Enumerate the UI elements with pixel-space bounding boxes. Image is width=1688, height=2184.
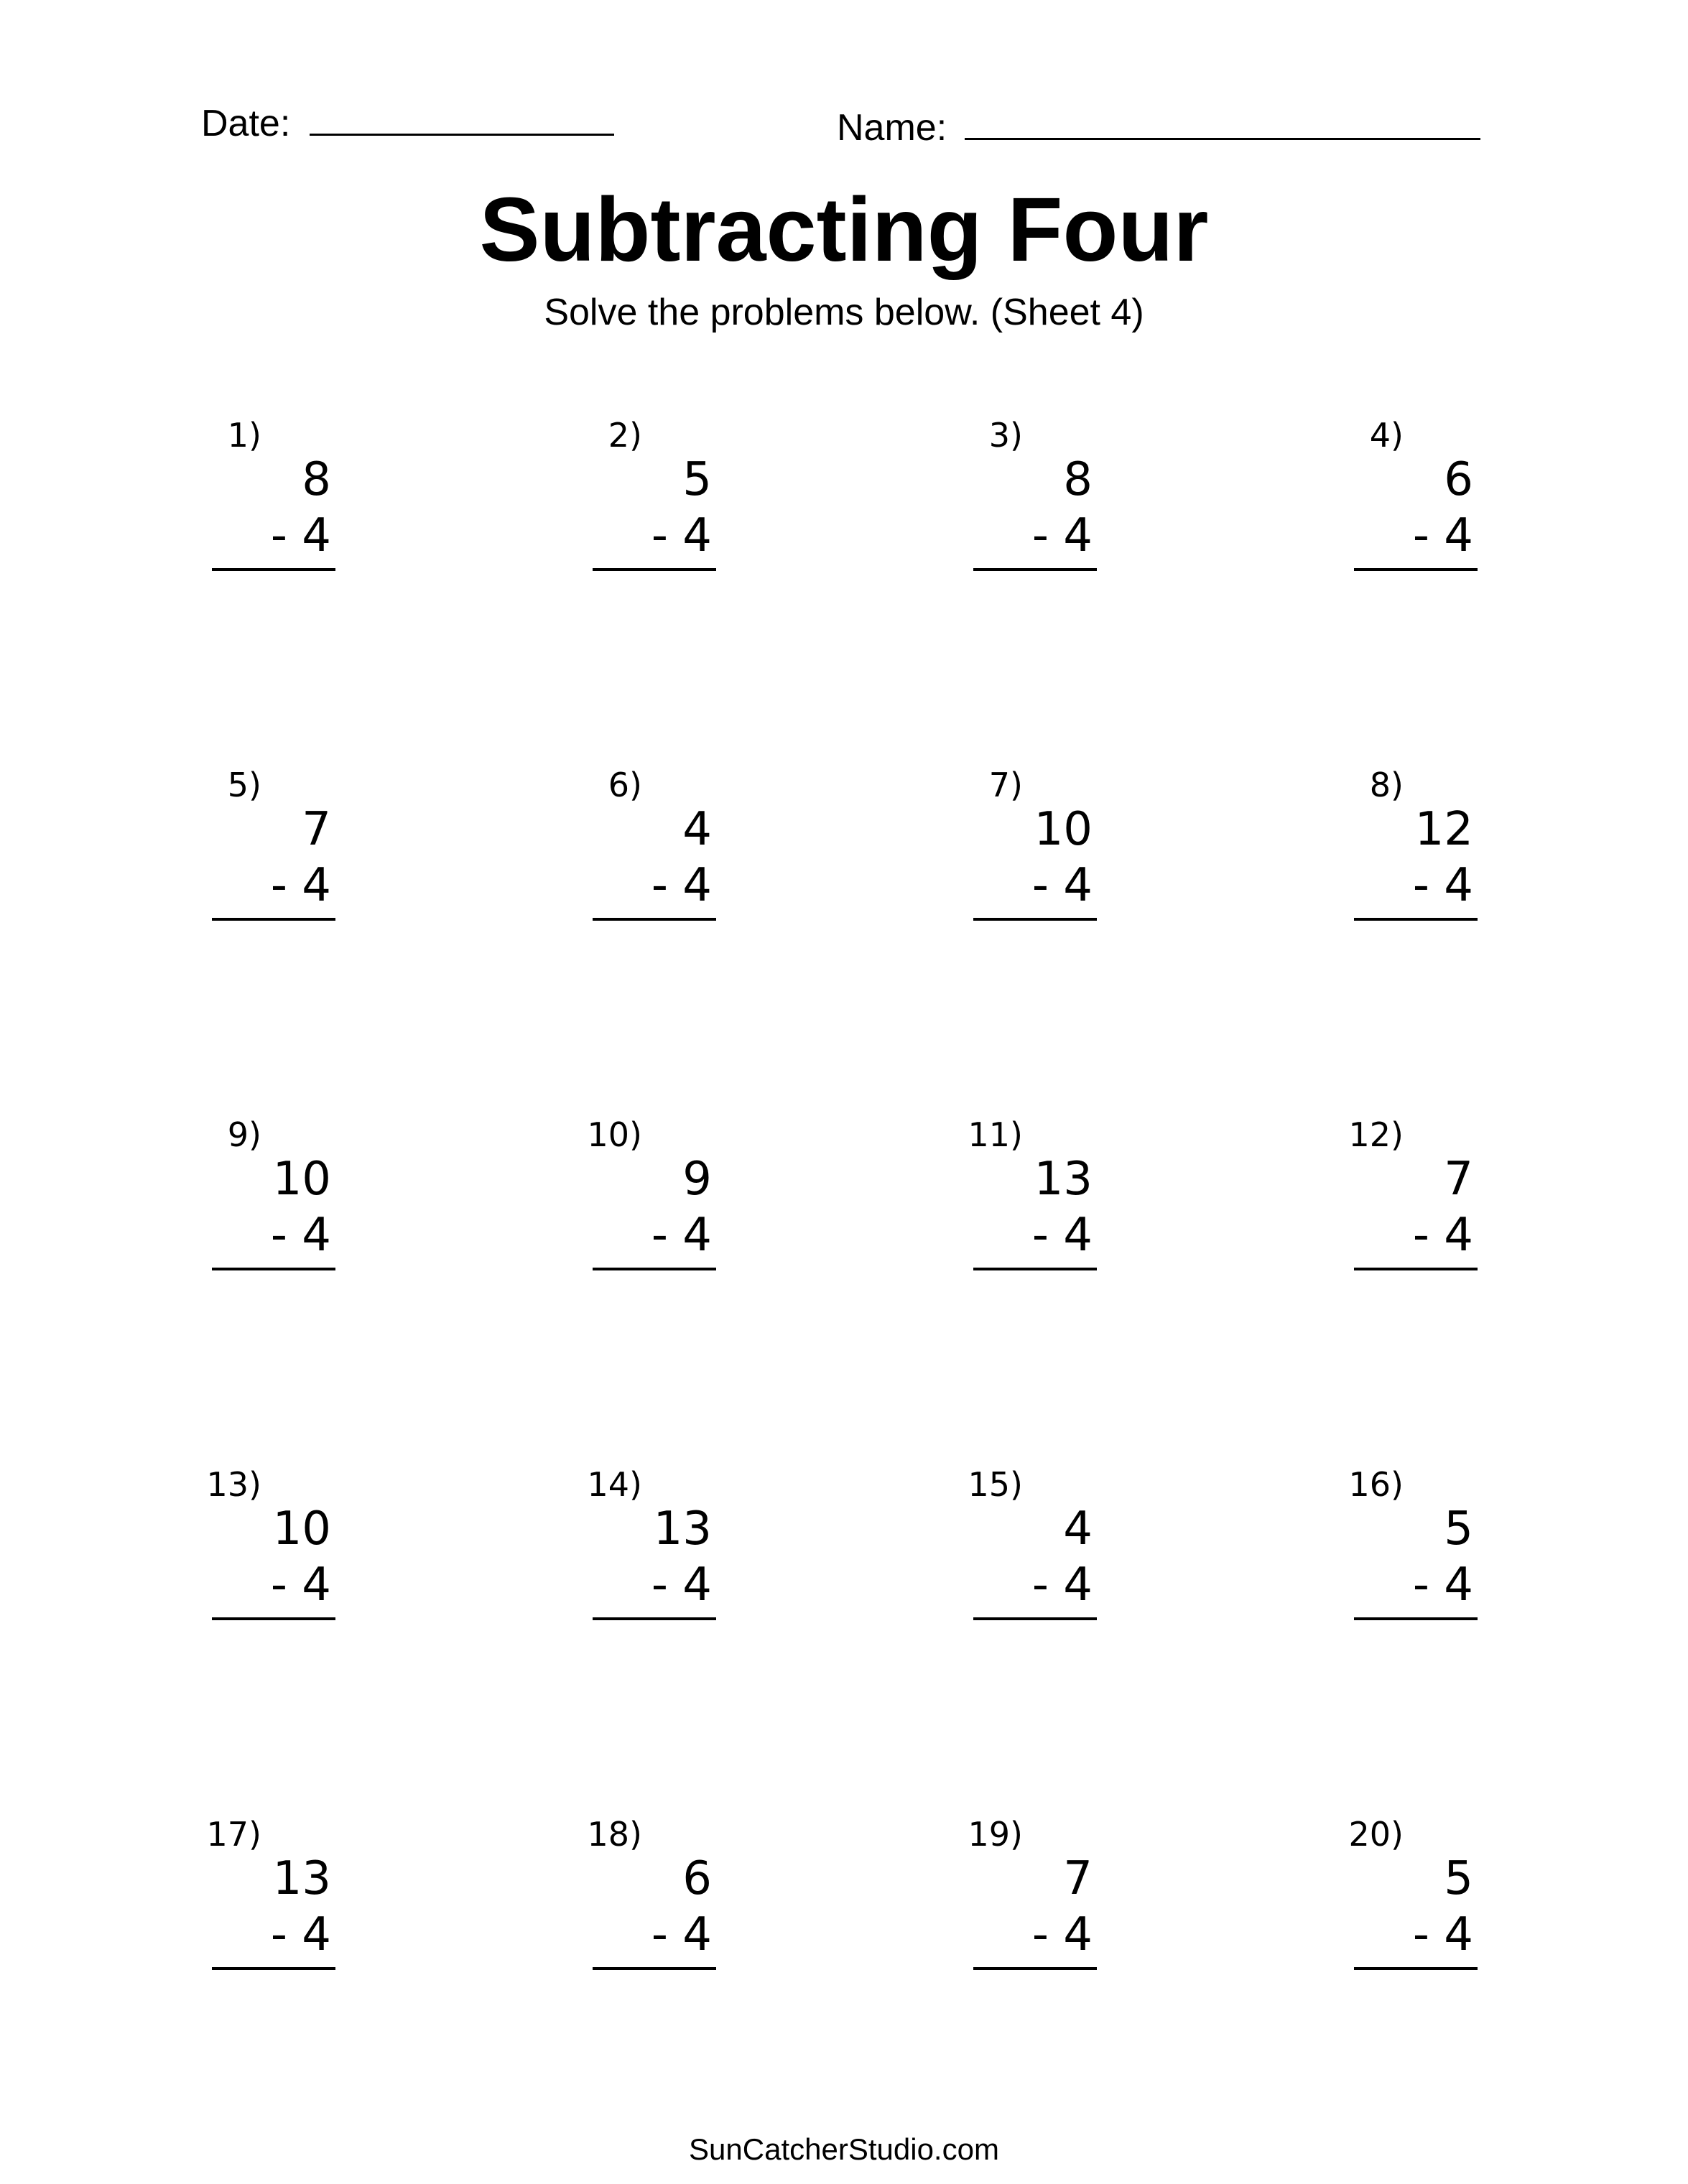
minuend: 8 bbox=[302, 453, 331, 506]
subtrahend: - 4 bbox=[651, 509, 712, 562]
problem-number: 17) bbox=[206, 1815, 261, 1854]
minuend: 13 bbox=[1034, 1153, 1093, 1206]
minuend: 10 bbox=[272, 1502, 331, 1556]
minuend: 6 bbox=[1444, 453, 1473, 506]
subtrahend: - 4 bbox=[1031, 1209, 1093, 1262]
problem-number: 13) bbox=[206, 1465, 261, 1504]
problem-number: 11) bbox=[968, 1115, 1023, 1154]
minuend: 10 bbox=[1034, 803, 1093, 856]
problem-item bbox=[572, 1115, 716, 1301]
problem-number: 16) bbox=[1348, 1465, 1404, 1504]
answer-line[interactable] bbox=[1354, 1967, 1478, 1970]
problem-number: 6) bbox=[608, 766, 642, 804]
answer-line[interactable] bbox=[973, 1967, 1097, 1970]
problem-number: 3) bbox=[988, 416, 1023, 455]
problem-item bbox=[572, 1814, 716, 2001]
problem-item bbox=[953, 765, 1097, 952]
problem-item bbox=[192, 415, 335, 602]
minuend: 13 bbox=[653, 1502, 712, 1556]
problem-item bbox=[572, 415, 716, 602]
minuend: 5 bbox=[682, 453, 712, 506]
subtrahend: - 4 bbox=[1412, 859, 1473, 912]
problem-number: 5) bbox=[227, 766, 261, 804]
problem-item bbox=[953, 1464, 1097, 1651]
problem-item bbox=[572, 765, 716, 952]
subtrahend: - 4 bbox=[1412, 1908, 1473, 1961]
answer-line[interactable] bbox=[1354, 1268, 1478, 1270]
problem-item bbox=[1334, 1115, 1478, 1301]
subtrahend: - 4 bbox=[270, 1908, 331, 1961]
answer-line[interactable] bbox=[593, 1268, 716, 1270]
problem-item bbox=[1334, 1464, 1478, 1651]
minuend: 6 bbox=[682, 1852, 712, 1905]
problem-item bbox=[953, 415, 1097, 602]
subtrahend: - 4 bbox=[1412, 1558, 1473, 1612]
subtrahend: - 4 bbox=[651, 1209, 712, 1262]
answer-line[interactable] bbox=[593, 568, 716, 571]
problem-number: 14) bbox=[587, 1465, 642, 1504]
answer-line[interactable] bbox=[1354, 1617, 1478, 1620]
subtrahend: - 4 bbox=[651, 1908, 712, 1961]
answer-line[interactable] bbox=[593, 1617, 716, 1620]
problem-number: 7) bbox=[988, 766, 1023, 804]
minuend: 10 bbox=[272, 1153, 331, 1206]
minuend: 9 bbox=[682, 1153, 712, 1206]
minuend: 5 bbox=[1444, 1502, 1473, 1556]
answer-line[interactable] bbox=[973, 1268, 1097, 1270]
answer-line[interactable] bbox=[973, 568, 1097, 571]
subtrahend: - 4 bbox=[1031, 509, 1093, 562]
minuend: 13 bbox=[272, 1852, 331, 1905]
minuend: 4 bbox=[682, 803, 712, 856]
subtrahend: - 4 bbox=[1031, 1908, 1093, 1961]
problem-item bbox=[1334, 765, 1478, 952]
minuend: 7 bbox=[302, 803, 331, 856]
answer-line[interactable] bbox=[212, 918, 335, 921]
subtrahend: - 4 bbox=[270, 1209, 331, 1262]
problem-item bbox=[192, 765, 335, 952]
answer-line[interactable] bbox=[212, 1967, 335, 1970]
minuend: 12 bbox=[1414, 803, 1473, 856]
answer-line[interactable] bbox=[1354, 568, 1478, 571]
minuend: 8 bbox=[1063, 453, 1093, 506]
subtrahend: - 4 bbox=[1412, 1209, 1473, 1262]
problem-number: 12) bbox=[1348, 1115, 1404, 1154]
problem-item bbox=[953, 1814, 1097, 2001]
footer-credit: SunCatcherStudio.com bbox=[689, 2132, 999, 2166]
subtrahend: - 4 bbox=[1031, 1558, 1093, 1612]
subtrahend: - 4 bbox=[270, 509, 331, 562]
date-label: Date: bbox=[201, 103, 291, 144]
worksheet-title: Subtracting Four bbox=[479, 179, 1209, 280]
subtrahend: - 4 bbox=[1412, 509, 1473, 562]
problem-number: 4) bbox=[1369, 416, 1404, 455]
problem-item bbox=[192, 1115, 335, 1301]
problem-item bbox=[1334, 1814, 1478, 2001]
problem-item bbox=[192, 1814, 335, 2001]
problem-number: 1) bbox=[227, 416, 261, 455]
minuend: 5 bbox=[1444, 1852, 1473, 1905]
subtrahend: - 4 bbox=[651, 1558, 712, 1612]
answer-line[interactable] bbox=[1354, 918, 1478, 921]
problem-item bbox=[572, 1464, 716, 1651]
answer-line[interactable] bbox=[973, 918, 1097, 921]
problem-number: 10) bbox=[587, 1115, 642, 1154]
problem-item bbox=[192, 1464, 335, 1651]
minuend: 4 bbox=[1063, 1502, 1093, 1556]
answer-line[interactable] bbox=[212, 1617, 335, 1620]
answer-line[interactable] bbox=[212, 568, 335, 571]
subtrahend: - 4 bbox=[1031, 859, 1093, 912]
subtrahend: - 4 bbox=[651, 859, 712, 912]
minuend: 7 bbox=[1444, 1153, 1473, 1206]
subtrahend: - 4 bbox=[270, 859, 331, 912]
answer-line[interactable] bbox=[212, 1268, 335, 1270]
problem-number: 19) bbox=[968, 1815, 1023, 1854]
problem-item bbox=[1334, 415, 1478, 602]
answer-line[interactable] bbox=[593, 1967, 716, 1970]
problem-number: 20) bbox=[1348, 1815, 1404, 1854]
answer-line[interactable] bbox=[973, 1617, 1097, 1620]
problem-number: 18) bbox=[587, 1815, 642, 1854]
worksheet-instructions: Solve the problems below. (Sheet 4) bbox=[544, 292, 1144, 333]
minuend: 7 bbox=[1063, 1852, 1093, 1905]
problem-number: 2) bbox=[608, 416, 642, 455]
subtrahend: - 4 bbox=[270, 1558, 331, 1612]
problem-number: 9) bbox=[227, 1115, 261, 1154]
answer-line[interactable] bbox=[593, 918, 716, 921]
problem-item bbox=[953, 1115, 1097, 1301]
problem-number: 15) bbox=[968, 1465, 1023, 1504]
problem-number: 8) bbox=[1369, 766, 1404, 804]
name-label: Name: bbox=[837, 107, 947, 149]
